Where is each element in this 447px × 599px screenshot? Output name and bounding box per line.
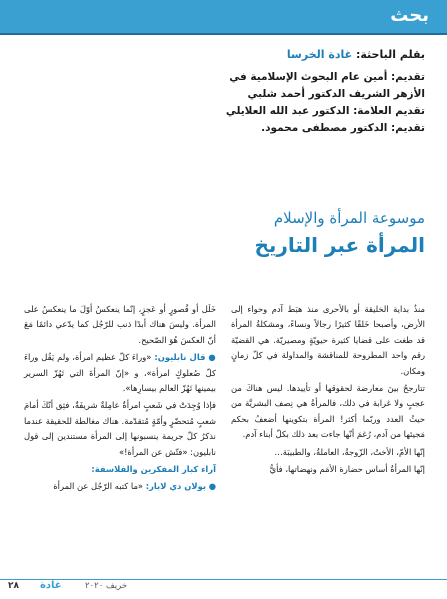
quote-text: «وراءَ كلّ عظيم امرأة، ولم يَقُل وراءَ كلّ صُعلوكٍ امرأة»، و «إنّ المرأةَ التي تَهُزّ السرير بيمينها تَهُزّ العالم بيسارِها». bbox=[24, 352, 216, 394]
series-title: موسوعة المرأة والإسلام bbox=[273, 209, 425, 227]
author-line bbox=[65, 48, 425, 61]
bullet-icon: ● bbox=[208, 481, 216, 492]
header-divider bbox=[0, 33, 447, 35]
quote-text: «ما كتبه الرّجُل عن المرأة bbox=[53, 481, 144, 492]
paragraph: إنّها الأمّ، الأختُ، الزّوجةُ، العاملةُ، والطبيبَة… bbox=[274, 446, 425, 457]
author-label: بقلم الباحثة: bbox=[355, 48, 425, 61]
paragraph: تتارجحُ بينَ معارضة لحقوقها أو تأييدها. ليس هناكَ من عجبٍ ولا غرابة في ذلك، فالمرأةُ هي نِصف البشريَّة من حيثُ العدد وربّما أكثر! المرأة بتكوينها أضعفُ بحكم مَجيئها من آدم، رُغمَ أنّها جاءت بعد ذلك بكلّ أبناء آدم. bbox=[231, 383, 425, 440]
quote-paragraph bbox=[24, 479, 216, 494]
article-column-right bbox=[231, 302, 425, 479]
subheading: آراء كبار المفكرين والفلاسفة: bbox=[91, 464, 216, 475]
paragraph: خَلَل أو قُصورٍ أو عَجزٍ، إنّما ينعكسُ أوّلَ ما ينعكسُ على المرأة. وليسَ هناك أبدًا ذنب للرّجُل كما يدّعي دائمًا مَعَ أنّ العكسَ هُوَ الصّحيح. bbox=[24, 304, 216, 345]
page-number: ٢٨ bbox=[8, 581, 19, 591]
section-title: بحث bbox=[390, 5, 429, 26]
article-column-left bbox=[24, 302, 216, 497]
section-header-bar bbox=[0, 0, 447, 33]
paragraph: فإذا وُجِدَتْ في شَعبٍ امرأةٌ عامِلةٌ شريفَةٌ، فثِق أنّكَ أمامَ شعبٍ مُتحضّرٍ وأمّةٍ مُتقدّمة. هناك مغالطة للحقيقة عندما نذكرُ كلّ جريمة ينسبونها إلى المرأة مستندين إلى قول نابليون: «فتّش عن المرأة!» bbox=[24, 400, 216, 457]
paragraph: منذُ بداية الخليقة أو بالأحرى منذ هبَط آدم وحواء إلى الأرض، وأصبحا خَلقًا كثيرًا رجالاً ونساءً، ومشكلةُ المرأة قد طغت على قضايا كثيرة حيويّةٍ ومصيريّة. هي القضيّة رقم واحد المطروحة للمناقشة والمداولة في كلّ زمانٍ ومكان. bbox=[231, 304, 425, 376]
issue-label: خريف ٢٠٢٠ bbox=[85, 581, 128, 591]
credit-line: تقديم: أمين عام البحوث الإسلامية في bbox=[229, 71, 425, 83]
credit-line: تقديم العلامة: الدكتور عبد الله العلايلي bbox=[225, 105, 425, 117]
book-title: المرأة عبر التاريخ bbox=[254, 233, 425, 257]
credits-block bbox=[65, 48, 425, 137]
footer-divider bbox=[0, 579, 447, 580]
quote-speaker: قال نابليون: bbox=[154, 352, 206, 363]
quote-speaker: بولان دي لابار: bbox=[145, 481, 207, 492]
credit-line: تقديم: الدكتور مصطفى محمود. bbox=[261, 122, 425, 134]
bullet-icon: ● bbox=[208, 352, 216, 363]
author-name: غادة الخرسا bbox=[286, 48, 353, 61]
paragraph: إنّها المرأةُ أساس حضارة الأمَم ونهضاتها، فأيُّ bbox=[269, 464, 425, 475]
magazine-brand: غادة bbox=[40, 580, 62, 591]
quote-paragraph bbox=[24, 350, 216, 396]
credit-line: الأزهر الشريف الدكتور أحمد شلبي bbox=[247, 88, 425, 100]
